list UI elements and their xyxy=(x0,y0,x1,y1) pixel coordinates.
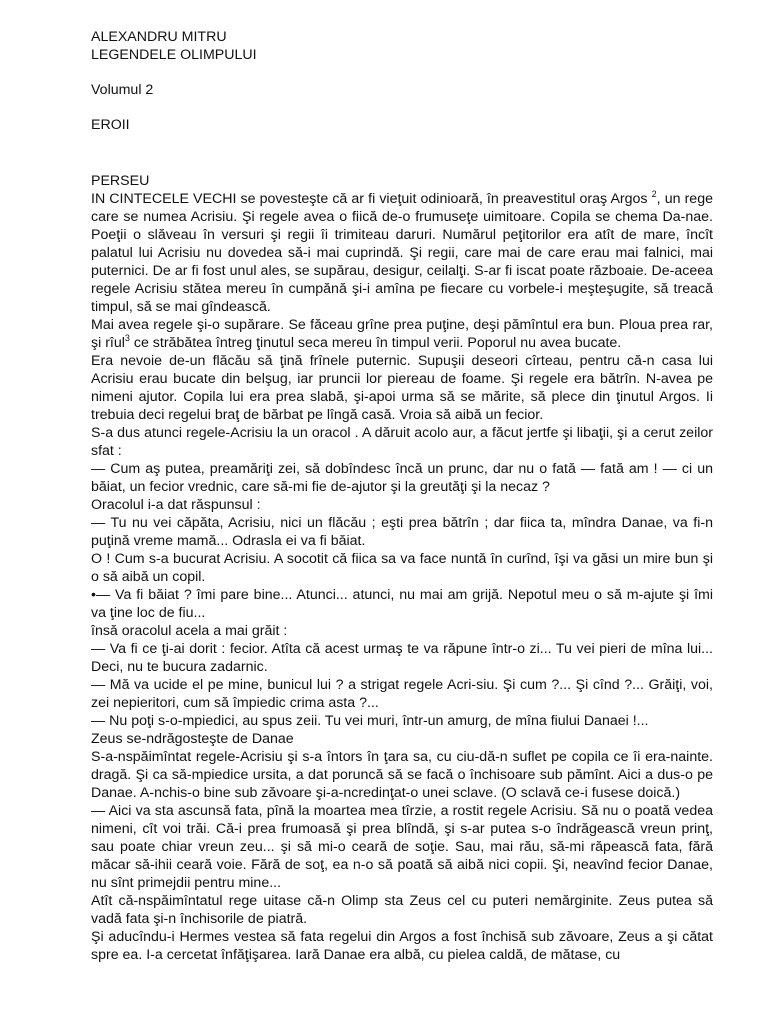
paragraph-5: — Cum aş putea, preamăriţi zei, să dobîndesc încă un prunc, dar nu o fată — fată am ! — ci un băiat, un fecior vrednic, care să-mi fie de-ajutor şi la greutăţi şi la necaz ? xyxy=(91,461,713,495)
book-title: LEGENDELE OLIMPULUI xyxy=(91,47,257,63)
paragraph-2-text-b: ce străbătea întreg ţinutul seca mereu în timpul verii. Poporul nu avea bucate. xyxy=(129,335,622,351)
paragraph-9: •— Va fi băiat ? îmi pare bine... Atunci... atunci, nu mai am grijă. Nepotul meu o să m-ajute şi îmi va ţine loc de fiu... xyxy=(91,587,713,621)
document-page xyxy=(91,28,713,964)
paragraph-4: S-a dus atunci regele-Acrisiu la un oracol . A dăruit acolo aur, a făcut jertfe şi libaţii, şi a cerut zeilor sfat : xyxy=(91,425,713,459)
paragraph-10: însă oracolul acela a mai grăit : xyxy=(91,623,288,639)
paragraph-8: O ! Cum s-a bucurat Acrisiu. A socotit că fiica sa va face nuntă în curînd, îşi va găsi un mire bun şi o să aibă un copil. xyxy=(91,551,713,585)
paragraph-15: S-a-nspăimîntat regele-Acrisiu şi s-a întors în ţara sa, cu ciu-dă-n suflet pe copila ce îi era-nainte. dragă. Şi ca să-mpiedice ursita, a dat poruncă să se facă o închisoare sub pămînt. Aici a dus-o pe Danae. A-nchis-o bine sub zăvoare şi-a-ncredinţat-o unei sclave. (O sclavă ce-i fusese doică.) xyxy=(91,749,713,801)
paragraph-6: Oracolul i-a dat răspunsul : xyxy=(91,497,261,513)
paragraph-13: — Nu poţi s-o-mpiedici, au spus zeii. Tu vei muri, într-un amurg, de mîna fiului Danaei !... xyxy=(91,713,649,729)
part-title: EROII xyxy=(91,117,130,133)
paragraph-16: — Aici va sta ascunsă fata, pînă la moartea mea tîrzie, a rostit regele Acrisiu. Să nu o poată vedea nimeni, cît voi trăi. Că-i prea frumoasă şi prea blîndă, şi s-ar putea s-o îndrăgească vreun prinţ, sau poate chiar vreun zeu... şi să mi-o ceară de soţie. Sau, mai rău, să-mi răpească fata, fără măcar să-ihii ceară voie. Fără de soţ, ea n-o să poată să aibă nici copii. Şi, neavînd fecior Danae, nu sînt primejdii pentru mine... xyxy=(91,803,713,891)
paragraph-1 xyxy=(91,190,713,316)
paragraph-12: — Mă va ucide el pe mine, bunicul lui ? a strigat regele Acri-siu. Şi cum ?... Şi cînd ?... Grăiţi, voi, zei nepieritori, cum să împiedic crima asta ?... xyxy=(91,677,713,711)
paragraph-2-text-a: Mai avea regele şi-o supărare. Se făceau grîne prea puţine, deşi pămîntul era bun. Ploua prea rar, şi rîul xyxy=(91,317,713,351)
paragraph-1-text-a: IN CINTECELE VECHI se povesteşte că ar fi vieţuit odinioară, în preavestitul oraş Argos xyxy=(91,191,652,207)
paragraph-11: — Va fi ce ţi-ai dorit : fecior. Atîta că acest urmaş te va răpune într-o zi... Tu vei pieri de mîna lui... Deci, nu te bucura zadarnic. xyxy=(91,641,713,675)
paragraph-1-text-b: , un rege care se numea Acrisiu. Şi regele avea o fiică de-o frumuseţe uimitoare. Copila se chema Da-nae. Poeţii o slăveau în versuri şi regii îi trimiteau daruri. Numărul peţitorilor era atît de mare, încît palatul lui Acrisiu nu dovedea să-i mai cuprindă. Şi regii, care mai de care erau mai falnici, mai puternici. De ar fi fost unul ales, se supărau, desigur, ceilalţi. S-ar fi iscat poate războaie. De-aceea regele Acrisiu stătea mereu în cumpănă şi-i amîna pe fiecare cu vorbele-i meşteşugite, să treacă timpul, să se mai gîndească. xyxy=(91,191,713,315)
paragraph-18: Şi aducîndu-i Hermes vestea să fata regelui din Argos a fost închisă sub zăvoare, Zeus a şi cătat spre ea. I-a cercetat înfăţişarea. Iară Danae era albă, cu pielea caldă, de mătase, cu xyxy=(91,929,713,963)
footnote-ref-3: 3 xyxy=(124,333,130,343)
footnote-ref-2: 2 xyxy=(651,189,657,199)
volume-label: Volumul 2 xyxy=(91,82,154,98)
chapter-title: PERSEU xyxy=(91,173,150,189)
paragraph-7: — Tu nu vei căpăta, Acrisiu, nici un flăcău ; eşti prea bătrîn ; dar fiica ta, mîndra Danae, va fi-n puţină vreme mamă... Odrasla ei va fi băiat. xyxy=(91,515,713,549)
author-name: ALEXANDRU MITRU xyxy=(91,29,227,45)
paragraph-17: Atît că-nspăimîntatul rege uitase că-n Olimp sta Zeus cel cu puteri nemărginite. Zeus putea să vadă fata şi-n închisorile de piatră. xyxy=(91,893,713,927)
section-heading: Zeus se-ndrăgosteşte de Danae xyxy=(91,731,294,747)
paragraph-2 xyxy=(91,316,713,352)
paragraph-3: Era nevoie de-un flăcău să ţină frînele puternic. Supuşii deseori cîrteau, pentru că-n casa lui Acrisiu erau bucate din belşug, iar pruncii lor piereau de foame. Şi regele era bătrîn. N-avea pe nimeni ajutor. Copila lui era prea slabă, şi-apoi urma să se mărite, să plece din ţinutul Argos. Ii trebuia deci regelui braţ de bărbat pe lîngă casă. Vroia să aibă un fecior. xyxy=(91,353,713,423)
